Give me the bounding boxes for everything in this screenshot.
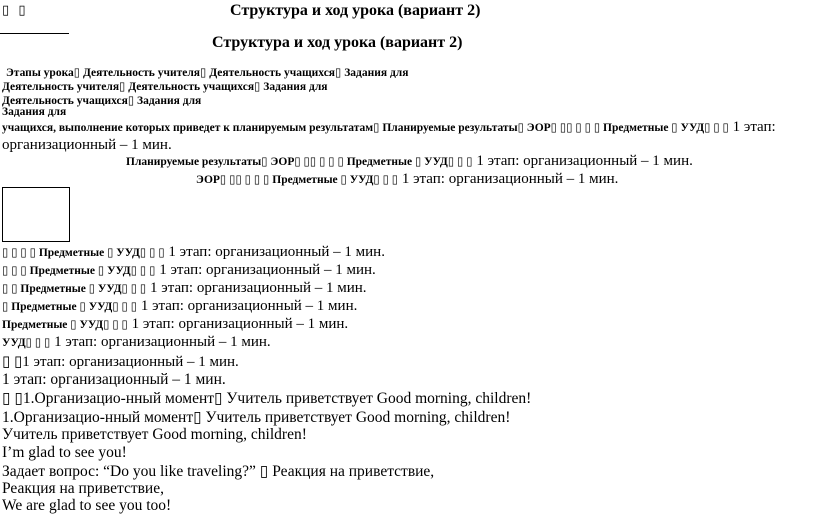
text-line: ▯ ▯1.Организацио-нный момент▯ Учитель приветствует Good morning, children!: [2, 390, 532, 407]
text-line: Реакция на приветствие,: [2, 480, 164, 497]
text-line: [2, 298, 357, 315]
text-line: [2, 244, 385, 261]
plain-segment: 1 этап: организационный – 1 мин.: [140, 298, 358, 314]
table-header-line: Деятельность учащихся▯ Задания для: [2, 95, 202, 107]
plain-segment: 1 этап: организационный – 1 мин.: [150, 280, 367, 296]
placeholder-glyphs: ▯ ▯: [2, 2, 29, 17]
plain-segment: 1 этап: организационный – 1 мин.: [476, 153, 693, 169]
bold-segment: ▯ ▯ ▯ Предметные ▯ УУД▯ ▯ ▯: [2, 265, 156, 277]
text-line: 1 этап: организационный – 1 мин.: [2, 371, 226, 388]
text-line: 1.Организацио-нный момент▯ Учитель приветствует Good morning, children!: [2, 409, 511, 426]
page-title-top: Структура и ход урока (вариант 2): [230, 2, 481, 19]
bold-segment: ▯ Предметные ▯ УУД▯ ▯ ▯: [2, 301, 138, 313]
plain-segment: 1 этап: организационный – 1 мин.: [159, 262, 376, 278]
text-line: [2, 119, 776, 136]
table-header-line: Этапы урока▯ Деятельность учителя▯ Деятельность учащихся▯ Задания для: [6, 67, 409, 79]
text-line: [2, 280, 367, 297]
image-placeholder-box: [2, 187, 70, 242]
divider: [0, 33, 69, 34]
text-line: [126, 153, 693, 170]
bold-segment: УУД▯ ▯ ▯: [2, 337, 51, 349]
plain-segment: 1 этап: организационный – 1 мин.: [54, 334, 271, 350]
bold-segment: ▯ ▯ ▯ ▯ Предметные ▯ УУД▯ ▯ ▯: [2, 247, 165, 259]
text-line: We are glad to see you too!: [2, 497, 172, 514]
plain-segment: 1 этап: организационный – 1 мин.: [401, 171, 619, 187]
text-line: [196, 171, 618, 188]
text-line: Учитель приветствует Good morning, children!: [2, 426, 307, 443]
text-line: [2, 137, 172, 154]
plain-segment: организационный – 1 мин.: [2, 137, 172, 153]
text-line: [2, 316, 348, 333]
bold-segment: учащихся, выполнение которых приведет к планируемым результатам▯ Планируемые результаты▯ ЭОР▯ ▯▯ ▯ ▯ ▯ Предметные ▯ УУД▯ ▯ ▯: [2, 122, 729, 134]
plain-segment: 1 этап: организационный – 1 мин.: [131, 316, 349, 332]
page-title: Структура и ход урока (вариант 2): [212, 34, 463, 51]
text-line: [2, 262, 376, 279]
table-header-line: Задания для: [2, 106, 67, 118]
text-line: [2, 334, 271, 351]
plain-segment: ▯ ▯1 этап: организационный – 1 мин.: [2, 354, 239, 370]
plain-segment: 1 этап: организационный – 1 мин.: [168, 244, 385, 260]
bold-segment: Планируемые результаты▯ ЭОР▯ ▯▯ ▯ ▯ ▯ Предметные ▯ УУД▯ ▯ ▯: [126, 156, 473, 168]
bold-segment: Предметные ▯ УУД▯ ▯ ▯: [2, 319, 128, 331]
plain-segment: 1 этап:: [732, 119, 776, 135]
table-header-line: Деятельность учителя▯ Деятельность учащихся▯ Задания для: [2, 81, 328, 93]
bold-segment: ЭОР▯ ▯▯ ▯ ▯ ▯ Предметные ▯ УУД▯ ▯ ▯: [196, 174, 399, 186]
text-line: Задает вопрос: “Do you like traveling?” ▯ Реакция на приветствие,: [2, 463, 435, 480]
bold-segment: ▯ ▯ Предметные ▯ УУД▯ ▯ ▯: [2, 283, 147, 295]
text-line: [2, 352, 239, 371]
text-line: I’m glad to see you!: [2, 444, 127, 461]
